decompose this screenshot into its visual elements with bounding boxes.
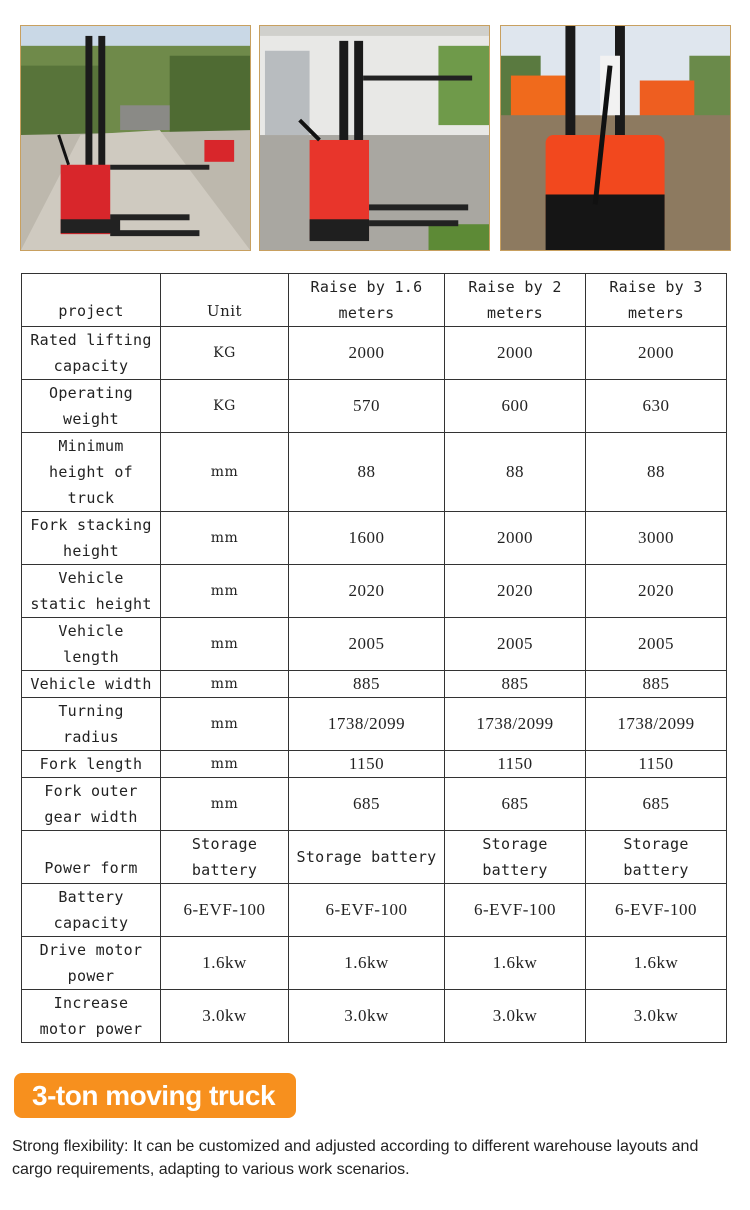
header-unit: Unit <box>161 274 289 327</box>
row-value-raise-3: 2020 <box>586 565 727 618</box>
row-unit: mm <box>161 671 289 698</box>
header-raise-3: Raise by 3 meters <box>586 274 727 327</box>
row-value-raise-3: 88 <box>586 433 727 512</box>
row-value-raise-1-6: Storage battery <box>289 831 445 884</box>
header-project: project <box>22 274 161 327</box>
table-row <box>22 327 727 380</box>
row-label: Turning radius <box>22 698 161 751</box>
table-row <box>22 831 727 884</box>
row-value-raise-1-6: 1738/2099 <box>289 698 445 751</box>
row-value-raise-3: 2005 <box>586 618 727 671</box>
row-value-raise-1-6: 2000 <box>289 327 445 380</box>
table-row <box>22 565 727 618</box>
row-value-raise-2: 88 <box>445 433 586 512</box>
row-value-raise-3: 3000 <box>586 512 727 565</box>
row-unit: Storage battery <box>161 831 289 884</box>
row-value-raise-2: 685 <box>445 778 586 831</box>
table-row <box>22 990 727 1043</box>
row-label: Increase motor power <box>22 990 161 1043</box>
row-unit: mm <box>161 751 289 778</box>
row-unit: 6-EVF-100 <box>161 884 289 937</box>
row-value-raise-3: 1.6kw <box>586 937 727 990</box>
row-value-raise-1-6: 570 <box>289 380 445 433</box>
row-value-raise-3: 3.0kw <box>586 990 727 1043</box>
row-value-raise-2: 6-EVF-100 <box>445 884 586 937</box>
row-value-raise-3: 630 <box>586 380 727 433</box>
stacker-photo-1 <box>20 25 251 251</box>
row-label: Minimum height of truck <box>22 433 161 512</box>
table-row <box>22 698 727 751</box>
row-value-raise-3: Storage battery <box>586 831 727 884</box>
table-row <box>22 380 727 433</box>
table-row <box>22 671 727 698</box>
row-value-raise-1-6: 1600 <box>289 512 445 565</box>
row-value-raise-2: 2000 <box>445 327 586 380</box>
row-value-raise-1-6: 2005 <box>289 618 445 671</box>
row-value-raise-1-6: 88 <box>289 433 445 512</box>
row-value-raise-2: 2020 <box>445 565 586 618</box>
table-row <box>22 751 727 778</box>
row-value-raise-1-6: 1150 <box>289 751 445 778</box>
row-unit: 3.0kw <box>161 990 289 1043</box>
row-value-raise-2: 3.0kw <box>445 990 586 1043</box>
row-unit: mm <box>161 778 289 831</box>
section-description: Strong flexibility: It can be customized and adjusted according to different warehouse layouts and cargo requirements, adapting to various work scenarios. <box>12 1138 699 1178</box>
row-label: Battery capacity <box>22 884 161 937</box>
row-value-raise-1-6: 2020 <box>289 565 445 618</box>
stacker-photo-3 <box>500 25 731 251</box>
row-unit: KG <box>161 327 289 380</box>
stacker-photo-2 <box>259 25 490 251</box>
row-value-raise-3: 885 <box>586 671 727 698</box>
row-label: Rated lifting capacity <box>22 327 161 380</box>
row-unit: mm <box>161 565 289 618</box>
table-row <box>22 937 727 990</box>
row-label: Vehicle static height <box>22 565 161 618</box>
spec-table-body <box>22 327 727 1043</box>
table-row <box>22 778 727 831</box>
row-value-raise-2: 2000 <box>445 512 586 565</box>
product-photo-strip <box>20 25 731 253</box>
row-value-raise-3: 1150 <box>586 751 727 778</box>
table-header-row <box>22 274 727 327</box>
row-value-raise-3: 6-EVF-100 <box>586 884 727 937</box>
row-value-raise-2: 1150 <box>445 751 586 778</box>
row-unit: KG <box>161 380 289 433</box>
row-label: Power form <box>22 831 161 884</box>
header-raise-1-6: Raise by 1.6 meters <box>289 274 445 327</box>
row-label: Fork length <box>22 751 161 778</box>
table-row <box>22 884 727 937</box>
row-value-raise-1-6: 3.0kw <box>289 990 445 1043</box>
header-raise-2: Raise by 2 meters <box>445 274 586 327</box>
table-row <box>22 512 727 565</box>
row-value-raise-2: 1738/2099 <box>445 698 586 751</box>
table-row <box>22 433 727 512</box>
row-unit: mm <box>161 698 289 751</box>
row-unit: mm <box>161 433 289 512</box>
row-unit: mm <box>161 512 289 565</box>
row-value-raise-2: Storage battery <box>445 831 586 884</box>
row-unit: mm <box>161 618 289 671</box>
row-unit: 1.6kw <box>161 937 289 990</box>
table-row <box>22 618 727 671</box>
row-label: Fork stacking height <box>22 512 161 565</box>
row-value-raise-3: 685 <box>586 778 727 831</box>
row-value-raise-3: 1738/2099 <box>586 698 727 751</box>
row-value-raise-2: 1.6kw <box>445 937 586 990</box>
row-label: Vehicle width <box>22 671 161 698</box>
row-value-raise-1-6: 885 <box>289 671 445 698</box>
row-value-raise-1-6: 6-EVF-100 <box>289 884 445 937</box>
row-value-raise-2: 600 <box>445 380 586 433</box>
row-label: Fork outer gear width <box>22 778 161 831</box>
row-value-raise-1-6: 685 <box>289 778 445 831</box>
row-value-raise-2: 2005 <box>445 618 586 671</box>
row-value-raise-2: 885 <box>445 671 586 698</box>
row-label: Operating weight <box>22 380 161 433</box>
spec-table <box>21 273 727 1043</box>
row-label: Drive motor power <box>22 937 161 990</box>
row-label: Vehicle length <box>22 618 161 671</box>
row-value-raise-3: 2000 <box>586 327 727 380</box>
row-value-raise-1-6: 1.6kw <box>289 937 445 990</box>
section-banner: 3-ton moving truck <box>14 1073 296 1118</box>
